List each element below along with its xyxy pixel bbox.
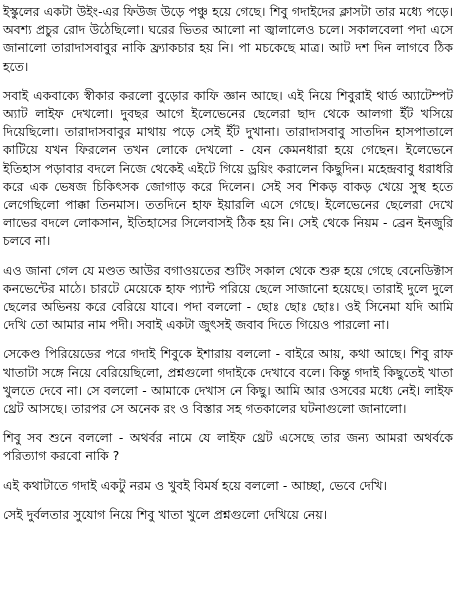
paragraph-shibu-reply: শিবু সব শুনে বললো - অথর্বর নামে যে লাইফ থ্রেট এসেছে তার জন্য আমরা অথর্বকে পরিত্যাগ করবো নাকি ?	[3, 431, 453, 464]
paragraph-life-attempts: সবাই একবাক্যে স্বীকার করলো বুড়োর কাফি জ্ঞান আছে। এই নিয়ে শিবুরাই থার্ড অ্যাটেম্পট অ্যাট লাইফ দেখলো। দুবছর আগে ইলেভেনের ছেলেরা ছাদ থেকে আলগা ইঁট খসিয়ে দিয়েছিলো। তারাদাসবাবুর মাথায় পড়ে সেই ইঁট দুখানা। তারাদাসবাবু সাতদিন হাসপাতালে কাটিয়ে যখন ফিরলেন তখন লোকে দেখলো - যেন কেমনধারা হয়ে গেছেন। ইলেভেনে ইতিহাস পড়াবার বদলে নিজে থেকেই এইটে গিয়ে ড্রয়িং করালেন কিছুদিন। মহেন্দ্রবাবু ধরাধরি করে এক ভেষজ চিকিৎসক জোগাড় করে দিলেন। সেই সব শিকড় বাকড় খেয়ে সুস্থ হতে লেগেছিলো পাক্কা তিনমাস। ততদিনে হাফ ইয়ারলি এসে গেছে। ইলেভেনের ছেলেরা দেখে লাভের বদলে লোকসান, ইতিহাসের সিলেবাসই ঠিক হয় নি। সেই থেকে নিয়ম - ব্রেন ইনজুরি চলবে না।	[3, 88, 453, 249]
paragraph-shibu-shows-questions: সেই দুর্বলতার সুযোগ নিয়ে শিবু খাতা খুলে প্রশ্নগুলো দেখিয়ে নেয়।	[3, 507, 328, 522]
paragraph-gadai-softens: এই কথাটাতে গদাই একটু নরম ও খুবই বিমর্ষ হয়ে বললো - আচ্ছা, ভেবে দেখি।	[3, 478, 388, 493]
paragraph-school-fuse: ইস্কুলের একটা উইং-এর ফিউজ উড়ে পঞ্চু হয়ে গেছে। শিবু গদাইদের ক্লাসটা তার মধ্যে পড়ে। অবশ্য প্রচুর রোদ উঠেছিলো। ঘরের ভিতর আলো না জ্বালালেও চলে। সকালবেলা পদা এসে জানালো তারাদাসবাবুর নাকি ফ্র্যাকচার হয় নি। পা মচকেছে মাত্র। আট দশ দিন লাগবে ঠিক হতে।	[3, 5, 453, 74]
paragraph-film-shooting: এও জানা গেল যে মণ্ডত আউর বগাওয়তের শুটিং সকাল থেকে শুরু হয়ে গেছে বেনেডিক্টাস কনভেন্টের মাঠে। চারটে মেয়েকে হাফ প্যান্ট পরিয়ে ছেলে সাজানো হয়েছে। তারাই দুলে দুলে ছেলের অভিনয় করে বেরিয়ে যাবে। পদা বললো - ছোঃ ছোঃ ছোঃ। ওই সিনেমা যদি আমি দেখি তো আমার নাম পদী। সবাই একটা জুৎসই জবাব দিতে গিয়েও পারলো না।	[3, 263, 453, 333]
paragraph-second-period: সেকেণ্ড পিরিয়েডের পরে গদাই শিবুকে ইশারায় বললো - বাইরে আয়, কথা আছে। শিবু রাফ খাতাটা সঙ্গে নিয়ে বেরিয়েছিলো, প্রশ্নগুলো গদাইকে দেখাবে বলে। কিন্তু গদাই কিছুতেই খাতা খুলতে দেবে না। সে বললো - আমাকে দেখাস নে কিছু। আমি আর ওসবের মধ্যে নেই। লাইফ থ্রেট আসছে। তারপর সে অনেক রং ও বিস্তার সহ গতকালের ঘটনাগুলো জানালো।	[3, 347, 453, 417]
